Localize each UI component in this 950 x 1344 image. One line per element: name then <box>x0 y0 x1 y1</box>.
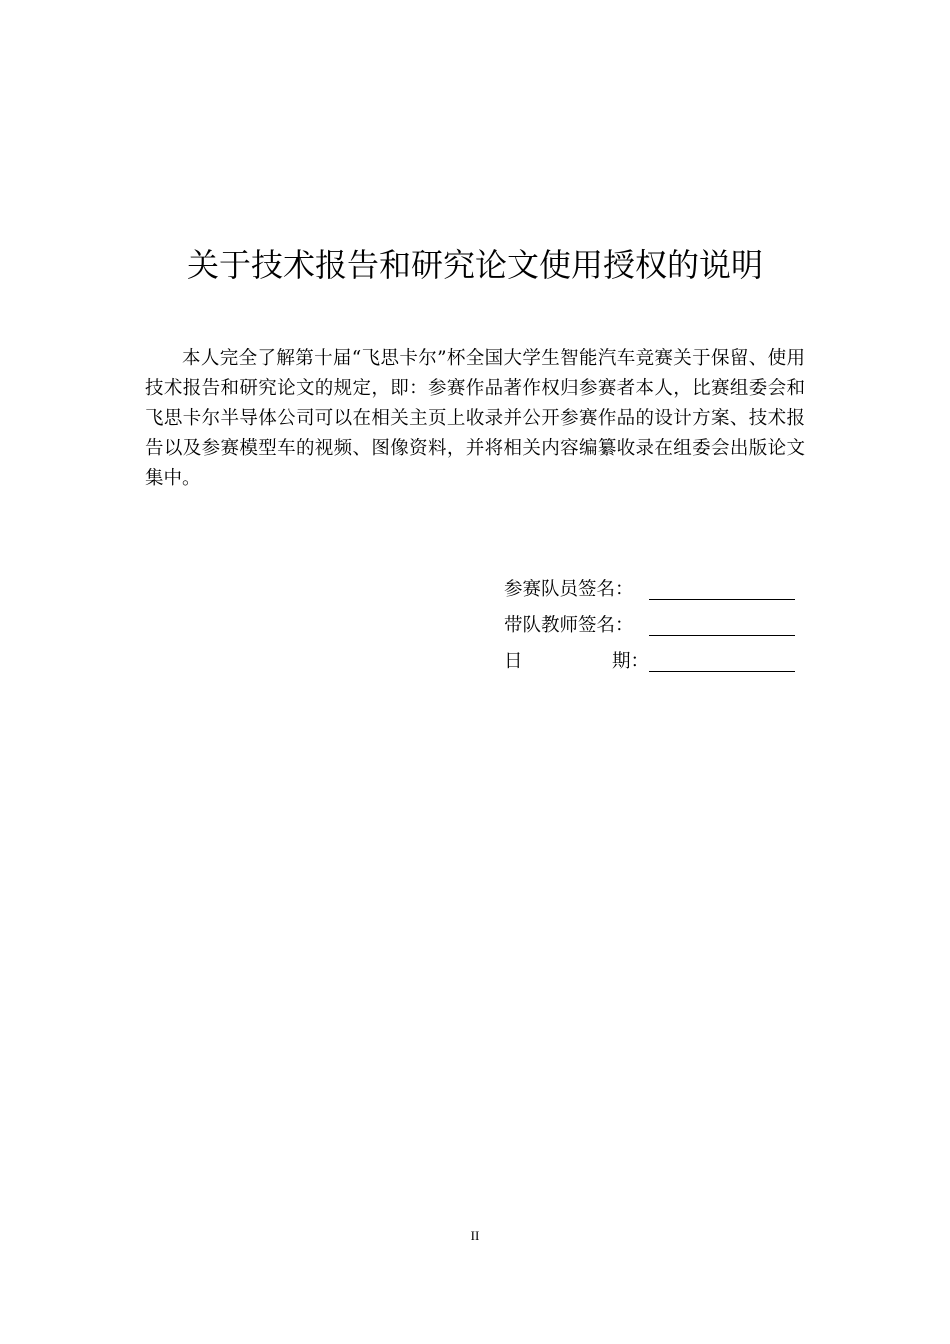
date-line <box>649 649 795 672</box>
date-label <box>504 647 649 673</box>
authorization-paragraph: 本人完全了解第十届“飞思卡尔”杯全国大学生智能汽车竞赛关于保留、使用技术报告和研究论文的规定，即：参赛作品著作权归参赛者本人，比赛组委会和飞思卡尔半导体公司可以在相关主页上收录并公开参赛作品的设计方案、技术报告以及参赛模型车的视频、图像资料，并将相关内容编纂收录在组委会出版论文集中。 <box>145 348 805 489</box>
team-member-signature-line <box>649 577 795 600</box>
team-member-signature-label: 参赛队员签名： <box>504 579 634 600</box>
page-title: 关于技术报告和研究论文使用授权的说明 <box>186 246 763 284</box>
signature-block <box>504 570 824 678</box>
team-member-signature-row <box>504 570 824 606</box>
advisor-signature-label: 带队教师签名： <box>504 615 634 636</box>
page-number: II <box>470 1228 480 1243</box>
date-row <box>504 642 824 678</box>
advisor-signature-line <box>649 613 795 636</box>
advisor-signature-row <box>504 606 824 642</box>
date-label-left: 日 <box>504 651 523 672</box>
date-label-right: 期： <box>611 651 649 672</box>
